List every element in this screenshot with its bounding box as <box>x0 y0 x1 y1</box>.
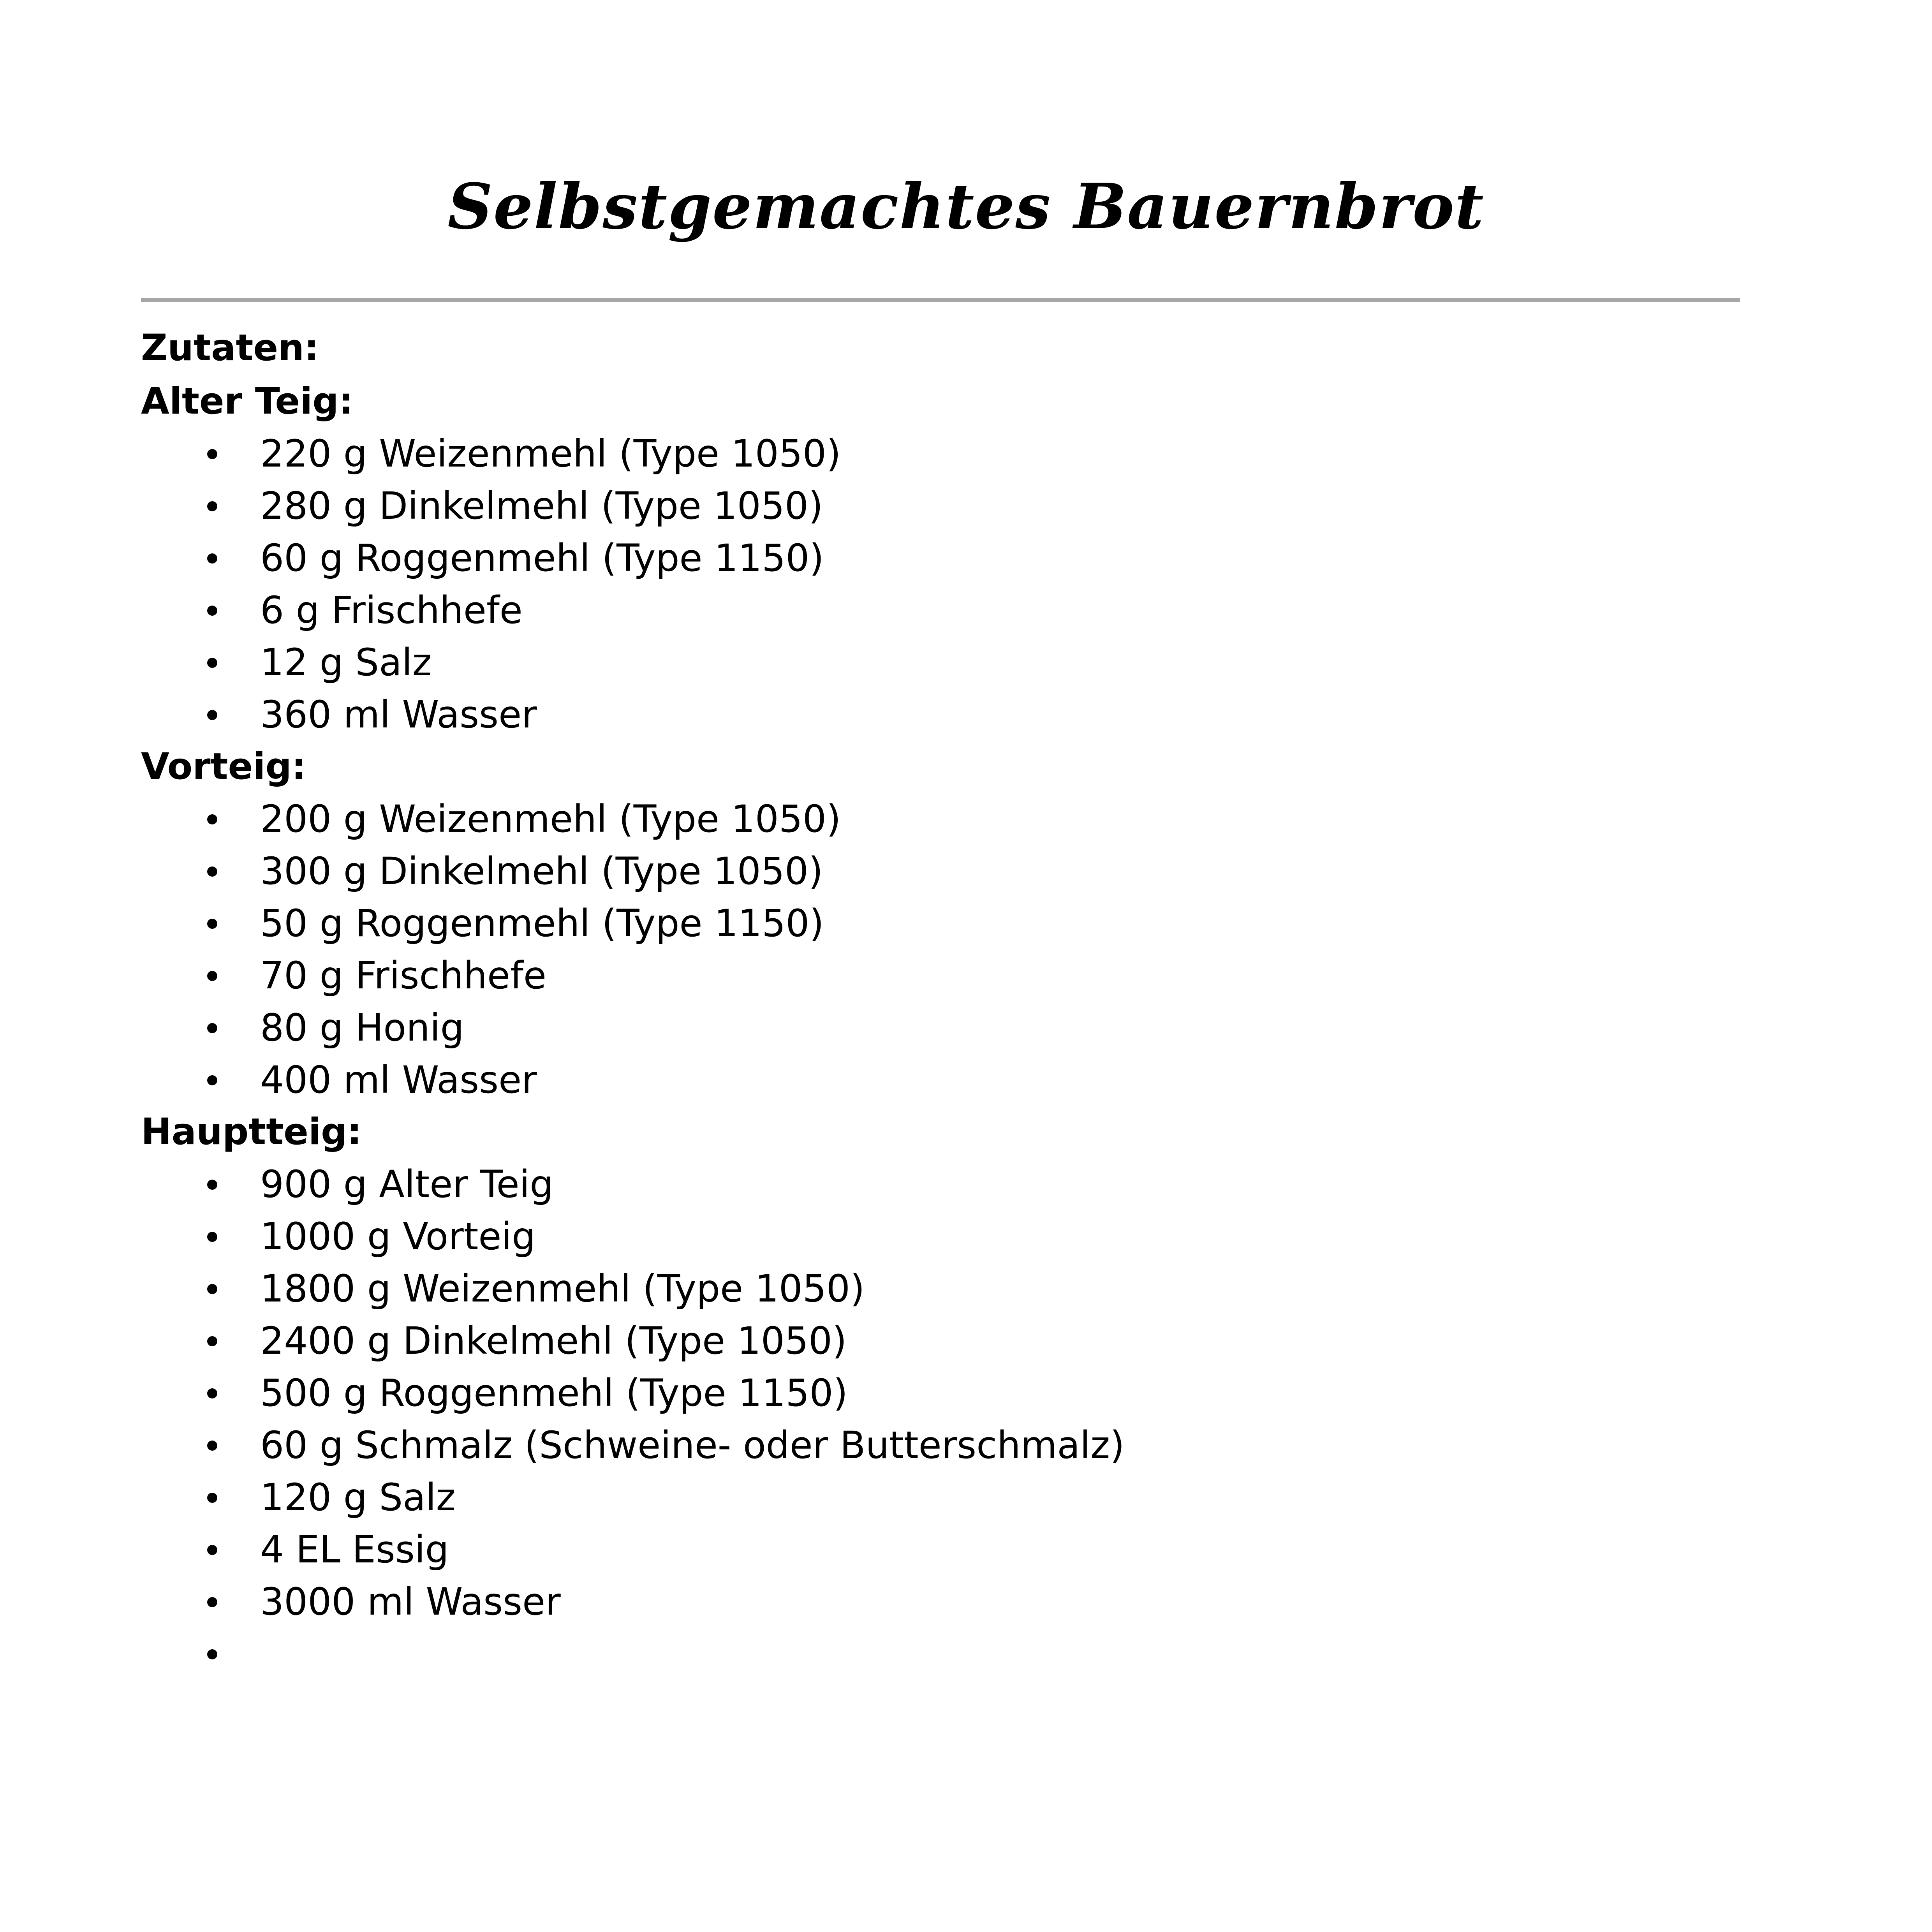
bullet-icon <box>207 1075 217 1085</box>
bullet-icon <box>207 710 217 720</box>
bullet-icon <box>207 1336 217 1346</box>
list-item <box>141 1158 1777 1210</box>
list-item <box>141 897 1777 949</box>
list-item <box>141 1367 1777 1419</box>
list-item <box>141 1210 1777 1263</box>
list-item <box>141 1471 1777 1523</box>
bullet-icon <box>207 1597 217 1607</box>
list-item <box>141 1263 1777 1315</box>
ingredient-text: 200 g Weizenmehl (Type 1050) <box>260 797 841 841</box>
bullet-icon <box>207 1441 217 1451</box>
bullet-icon <box>207 658 217 668</box>
ingredient-list-alter-teig <box>141 428 1777 741</box>
ingredient-text: 3000 ml Wasser <box>260 1580 561 1624</box>
bullet-icon <box>207 919 217 929</box>
list-item <box>141 1054 1777 1106</box>
title-divider <box>141 298 1740 302</box>
list-item <box>141 1315 1777 1367</box>
list-item <box>141 1419 1777 1471</box>
bullet-icon <box>207 1232 217 1242</box>
recipe-body <box>141 321 1777 1680</box>
bullet-icon <box>207 1388 217 1398</box>
bullet-icon <box>207 1284 217 1294</box>
ingredient-text: 220 g Weizenmehl (Type 1050) <box>260 432 841 476</box>
ingredients-heading: Zutaten: <box>141 327 319 369</box>
bullet-icon <box>207 814 217 824</box>
ingredient-text: 300 g Dinkelmehl (Type 1050) <box>260 849 823 893</box>
section-heading-hauptteig: Hauptteig: <box>141 1111 362 1153</box>
ingredient-text: 6 g Frischhefe <box>260 588 523 632</box>
section-heading-vorteig: Vorteig: <box>141 745 306 788</box>
list-item <box>141 845 1777 897</box>
list-item <box>141 636 1777 689</box>
ingredient-text: 80 g Honig <box>260 1006 464 1050</box>
list-item <box>141 689 1777 741</box>
list-item <box>141 428 1777 480</box>
bullet-icon <box>207 553 217 564</box>
ingredient-text: 120 g Salz <box>260 1476 456 1519</box>
ingredient-text: 2400 g Dinkelmehl (Type 1050) <box>260 1319 847 1363</box>
bullet-icon <box>207 606 217 616</box>
list-item <box>141 532 1777 584</box>
list-item <box>141 1576 1777 1628</box>
list-item <box>141 480 1777 532</box>
ingredient-text: 50 g Roggenmehl (Type 1150) <box>260 902 824 945</box>
bullet-icon <box>207 501 217 511</box>
ingredient-text: 60 g Schmalz (Schweine- oder Butterschmalz) <box>260 1423 1125 1467</box>
ingredient-text: 360 ml Wasser <box>260 693 537 736</box>
ingredient-text: 60 g Roggenmehl (Type 1150) <box>260 536 824 580</box>
ingredient-list-hauptteig <box>141 1158 1777 1680</box>
list-item <box>141 949 1777 1002</box>
bullet-icon <box>207 1649 217 1659</box>
ingredient-list-vorteig <box>141 793 1777 1106</box>
ingredient-text: 400 ml Wasser <box>260 1058 537 1102</box>
list-item <box>141 584 1777 636</box>
ingredient-text: 280 g Dinkelmehl (Type 1050) <box>260 484 823 528</box>
ingredient-text: 12 g Salz <box>260 641 432 684</box>
document-title: Selbstgemachtes Bauernbrot <box>447 170 1485 243</box>
bullet-icon <box>207 971 217 981</box>
ingredient-text: 500 g Roggenmehl (Type 1150) <box>260 1371 848 1415</box>
bullet-icon <box>207 1493 217 1503</box>
bullet-icon <box>207 1545 217 1555</box>
list-item <box>141 1002 1777 1054</box>
list-item <box>141 1523 1777 1576</box>
bullet-icon <box>207 1023 217 1033</box>
ingredient-text: 1800 g Weizenmehl (Type 1050) <box>260 1267 865 1310</box>
ingredient-text: 70 g Frischhefe <box>260 954 546 997</box>
ingredient-text: 1000 g Vorteig <box>260 1215 536 1258</box>
bullet-icon <box>207 449 217 459</box>
ingredient-text: 4 EL Essig <box>260 1528 449 1571</box>
ingredient-text: 900 g Alter Teig <box>260 1162 554 1206</box>
section-heading-alter-teig: Alter Teig: <box>141 380 354 423</box>
bullet-icon <box>207 1180 217 1190</box>
bullet-icon <box>207 866 217 877</box>
list-item-empty <box>141 1628 1777 1680</box>
list-item <box>141 793 1777 845</box>
